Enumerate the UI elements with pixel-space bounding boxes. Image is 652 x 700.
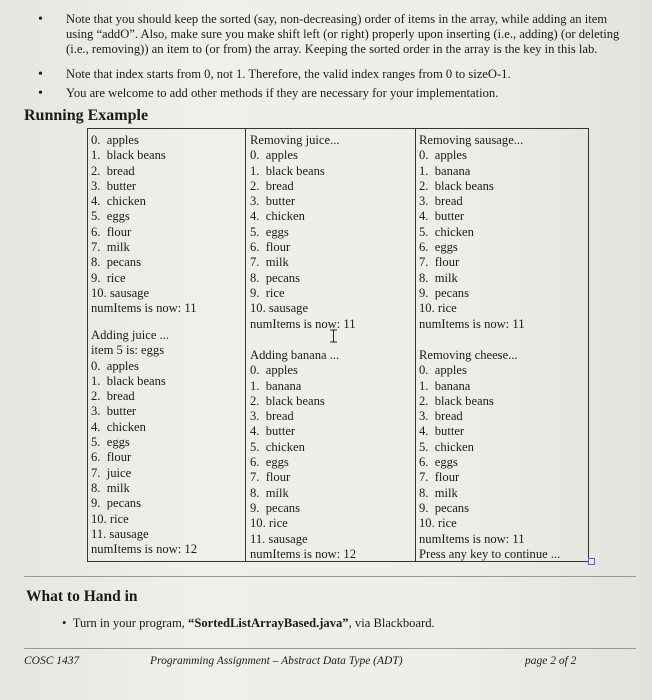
output-line: 2. bread xyxy=(91,389,135,404)
output-top-left xyxy=(91,133,197,317)
output-line: 7. flour xyxy=(250,470,291,485)
output-line: 3. butter xyxy=(250,194,296,209)
bullet-dot-icon: • xyxy=(38,67,43,82)
output-line: 3. butter xyxy=(91,404,137,419)
output-line: 4. chicken xyxy=(91,419,146,434)
hand-in-text-suffix: , via Blackboard. xyxy=(348,616,435,630)
note-1-line-2: using “addO”. Also, make sure you make shift left (or right) properly upon inserting (i.e., adding) (or deleting xyxy=(66,27,620,41)
output-line: 0. apples xyxy=(419,363,467,378)
hand-in-item xyxy=(62,616,435,631)
output-line: Removing juice... xyxy=(250,133,340,147)
output-line: 6. eggs xyxy=(419,455,458,470)
output-line: 8. milk xyxy=(91,480,130,495)
output-line: item 5 is: eggs xyxy=(91,343,165,358)
output-line: 10. sausage xyxy=(250,301,309,316)
output-line: 5. eggs xyxy=(91,435,130,450)
footer-title: Programming Assignment – Abstract Data Type (ADT) xyxy=(150,655,403,667)
output-bottom-left xyxy=(91,328,197,557)
output-line: Press any key to continue ... xyxy=(419,546,561,561)
output-line: 2. black beans xyxy=(419,178,494,193)
hand-in-title: What to Hand in xyxy=(26,588,138,605)
output-line: 8. milk xyxy=(419,485,458,500)
column-divider xyxy=(415,129,416,561)
output-line: 2. bread xyxy=(250,178,294,193)
column-divider xyxy=(245,129,246,561)
output-line: numItems is now: 12 xyxy=(250,546,356,561)
output-line: 11. sausage xyxy=(91,526,149,541)
output-line: 2. black beans xyxy=(250,393,325,408)
output-line: Adding banana ... xyxy=(250,348,340,362)
output-line: 5. eggs xyxy=(250,224,289,239)
hand-in-filename: “SortedListArrayBased.java” xyxy=(188,616,349,630)
output-line: 10. rice xyxy=(250,516,288,531)
output-line: Removing cheese... xyxy=(419,348,518,362)
output-line: numItems is now: 11 xyxy=(419,316,525,331)
output-line: 1. banana xyxy=(419,378,471,393)
output-bottom-mid xyxy=(250,348,356,562)
output-line: 6. eggs xyxy=(419,240,458,255)
output-line: 6. flour xyxy=(91,224,132,239)
output-line: 10. rice xyxy=(91,511,129,526)
section-divider xyxy=(24,576,636,577)
footer-course: COSC 1437 xyxy=(24,655,80,667)
output-line: 0. apples xyxy=(91,358,139,373)
note-1-line-3: (i.e., removing)) an item to (or from) the array. Keeping the sorted order in the array is the key in this lab. xyxy=(66,42,598,56)
output-line: Removing sausage... xyxy=(419,133,524,147)
output-line: 11. sausage xyxy=(250,531,308,546)
output-line: 8. milk xyxy=(419,270,458,285)
output-line: 3. bread xyxy=(419,194,463,209)
output-top-mid xyxy=(250,133,356,332)
text-cursor-icon xyxy=(329,329,338,343)
output-line: 1. banana xyxy=(250,378,302,393)
output-line: 2. bread xyxy=(91,163,135,178)
output-line: 2. black beans xyxy=(419,393,494,408)
output-line: 10. sausage xyxy=(91,285,150,300)
output-line: 0. apples xyxy=(250,363,298,378)
output-line: 6. flour xyxy=(91,450,132,465)
output-bottom-right xyxy=(419,348,560,562)
bullet-dot-icon: • xyxy=(62,616,73,630)
bullet-dot-icon: • xyxy=(38,86,43,101)
output-line: 5. chicken xyxy=(250,439,305,454)
output-line: 6. eggs xyxy=(250,455,289,470)
output-top-right xyxy=(419,133,525,332)
output-line: 5. eggs xyxy=(91,209,130,224)
note-1-line-1: Note that you should keep the sorted (say, non-decreasing) order of items in the array, while adding an item xyxy=(66,12,608,26)
hand-in-text-prefix: Turn in your program, xyxy=(72,616,189,630)
running-example-table xyxy=(87,128,589,562)
output-line: 10. rice xyxy=(419,301,457,316)
bullet-dot-icon: • xyxy=(38,12,43,27)
output-line: 7. juice xyxy=(91,465,132,480)
output-line: 4. butter xyxy=(419,424,465,439)
resize-handle-icon xyxy=(588,558,595,565)
output-line: 7. flour xyxy=(419,255,460,270)
output-line: numItems is now: 11 xyxy=(250,316,356,331)
output-line: 9. pecans xyxy=(419,285,470,300)
footer-page-number: page 2 of 2 xyxy=(525,655,577,667)
output-line: 10. rice xyxy=(419,516,457,531)
running-example-title: Running Example xyxy=(24,107,149,124)
output-line: 1. black beans xyxy=(91,148,166,163)
output-line: 4. chicken xyxy=(250,209,305,224)
output-line: 3. bread xyxy=(250,409,294,424)
output-line: 7. flour xyxy=(419,470,460,485)
output-line: 9. rice xyxy=(91,270,126,285)
note-2-line-1: Note that index starts from 0, not 1. Therefore, the valid index ranges from 0 to sizeO-1. xyxy=(66,67,511,81)
output-line: 5. chicken xyxy=(419,224,474,239)
output-line: 9. rice xyxy=(250,285,285,300)
output-line: numItems is now: 12 xyxy=(91,542,197,557)
output-line: 1. black beans xyxy=(91,373,166,388)
output-line: 0. apples xyxy=(250,148,298,163)
output-line: 6. flour xyxy=(250,240,291,255)
output-line: 0. apples xyxy=(91,133,139,147)
output-line: 8. pecans xyxy=(91,255,142,270)
note-3-line-1: You are welcome to add other methods if they are necessary for your implementation. xyxy=(66,86,499,100)
output-line: 3. butter xyxy=(91,178,137,193)
output-line: 8. milk xyxy=(250,485,289,500)
output-line: 1. banana xyxy=(419,163,471,178)
output-line: 5. chicken xyxy=(419,439,474,454)
output-line: 0. apples xyxy=(419,148,467,163)
output-line: 4. butter xyxy=(250,424,296,439)
output-line: 9. pecans xyxy=(250,500,301,515)
output-line: 7. milk xyxy=(91,240,130,255)
output-line: 1. black beans xyxy=(250,163,325,178)
output-line: 9. pecans xyxy=(91,496,142,511)
output-line: 8. pecans xyxy=(250,270,301,285)
output-line: numItems is now: 11 xyxy=(419,531,525,546)
output-line: 9. pecans xyxy=(419,500,470,515)
footer-divider xyxy=(24,648,636,649)
output-line: numItems is now: 11 xyxy=(91,301,197,316)
output-line: Adding juice ... xyxy=(91,328,169,342)
output-line: 7. milk xyxy=(250,255,289,270)
output-line: 4. butter xyxy=(419,209,465,224)
output-line: 4. chicken xyxy=(91,194,146,209)
output-line: 3. bread xyxy=(419,409,463,424)
